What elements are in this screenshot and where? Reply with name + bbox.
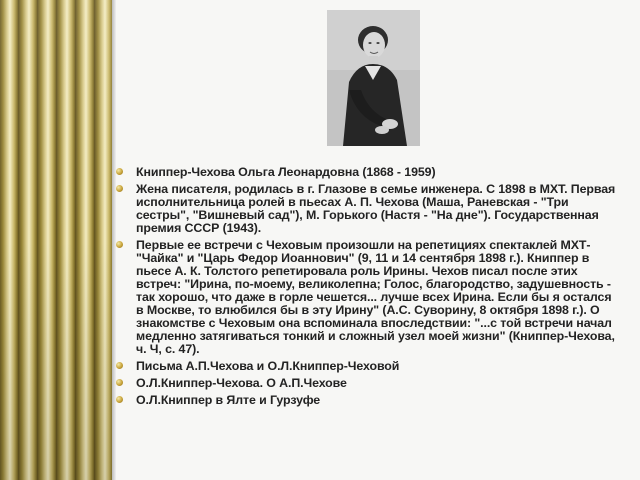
bullet-icon bbox=[116, 379, 123, 386]
list-item bbox=[112, 166, 622, 179]
list-item-text: Первые ее встречи с Чеховым произошли на репетициях спектаклей МХТ- "Чайка" и "Царь Федор Иоаннович" (9, 11 и 14 сентября 1898 г.). Книппер в пьесе А. К. Толстого репетировала роль Ирины. Чехов писал после этих встреч: "Ирина, по-моему, великолепна; Голос, благородство, задушевность - так хорошо, что даже в горле чешется... лучше всех Ирина. Если бы я остался в Москве, то влюбился бы в эту Ирину" (А.С. Суворину, 8 октября 1898 г.). О знакомстве с Чеховым она вспоминала впоследствии: "...с той встречи начал медленно затягиваться тонкий и сложный узел моей жизни" (Книппер-Чехова, ч. Ч, с. 47). bbox=[136, 238, 615, 356]
list-item bbox=[112, 239, 622, 356]
list-item[interactable] bbox=[112, 377, 622, 390]
list-item[interactable] bbox=[112, 394, 622, 407]
bullet-icon bbox=[116, 185, 123, 192]
list-item-text: Жена писателя, родилась в г. Глазове в семье инженера. С 1898 в МХТ. Первая исполнительница ролей в пьесах А. П. Чехова (Маша, Раневская - "Три сестры", "Вишневый сад"), М. Горького (Настя - "На дне"). Государственная премия СССР (1943). bbox=[136, 182, 616, 235]
portrait-photo bbox=[327, 10, 420, 146]
list-item bbox=[112, 183, 622, 235]
portrait-photo-icon bbox=[327, 10, 420, 146]
bullet-icon bbox=[116, 168, 123, 175]
bullet-icon bbox=[116, 396, 123, 403]
bullet-content bbox=[112, 166, 622, 411]
bullet-icon bbox=[116, 241, 123, 248]
list-item-link[interactable]: О.Л.Книппер-Чехова. О А.П.Чехове bbox=[136, 376, 347, 390]
list-item-text: Книппер-Чехова Ольга Леонардовна (1868 - 1959) bbox=[136, 165, 436, 179]
list-item[interactable] bbox=[112, 360, 622, 373]
list-item-link[interactable]: Письма А.П.Чехова и О.Л.Книппер-Чеховой bbox=[136, 359, 400, 373]
list-item-link[interactable]: О.Л.Книппер в Ялте и Гурзуфе bbox=[136, 393, 321, 407]
bullet-icon bbox=[116, 362, 123, 369]
bullet-list bbox=[112, 166, 622, 407]
decorative-stripes bbox=[0, 0, 112, 480]
